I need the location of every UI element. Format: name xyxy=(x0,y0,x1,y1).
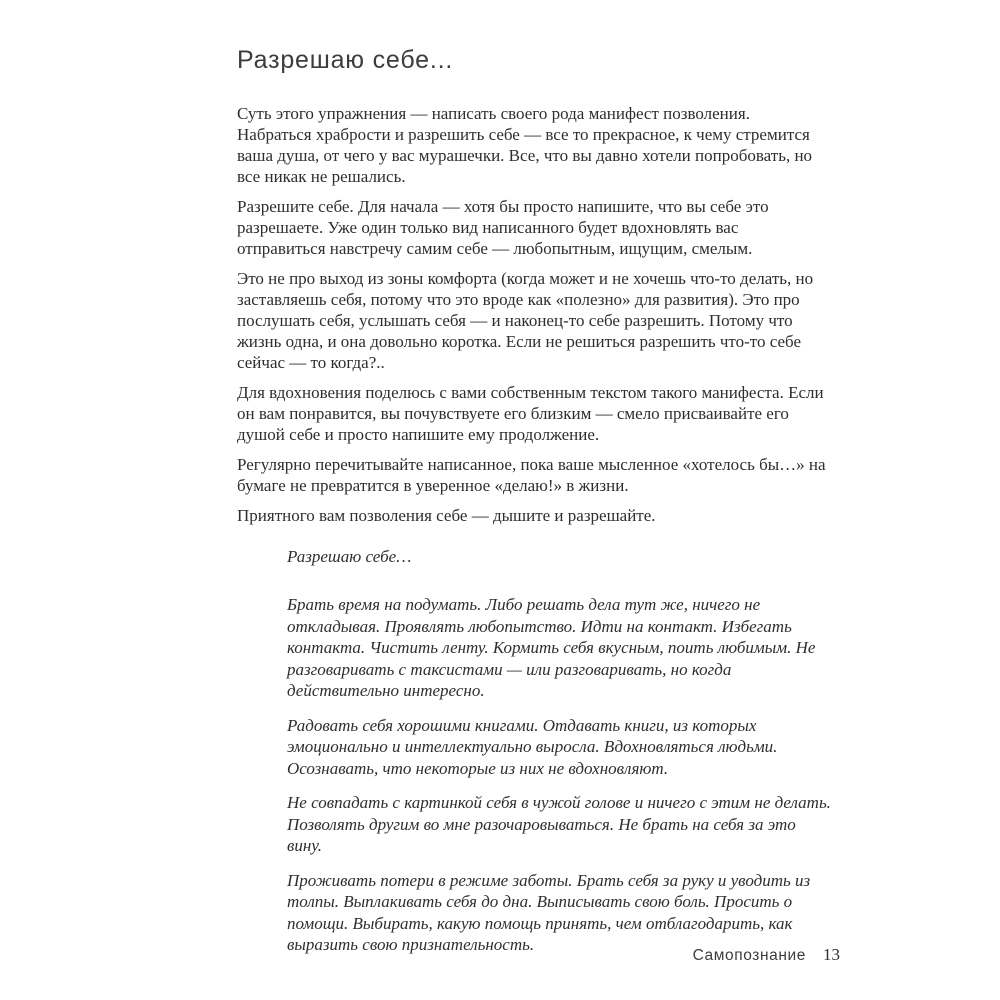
manifest-paragraph: Не совпадать с картинкой себя в чужой голове и ничего с этим не делать. Позволять другим во мне разочаровываться. Не брать на себя за это вину. xyxy=(287,793,831,855)
page-footer xyxy=(693,945,840,965)
body-paragraph: Суть этого упражнения — написать своего рода манифест позволения. Набраться храбрости и разрешить себе — все то прекрасное, к чему стремится ваша душа, от чего у вас мурашечки. Все, что вы давно хотели попробовать, но все никак не решались. xyxy=(237,104,813,186)
body-paragraph: Разрешите себе. Для начала — хотя бы просто напишите, что вы себе это разрешаете. Уже один только вид написанного будет вдохновлять вас отправиться навстречу самим себе — любопытным, ищущим, смелым. xyxy=(237,197,769,258)
body-paragraph: Регулярно перечитывайте написанное, пока ваше мысленное «хотелось бы…» на бумаге не превратится в уверенное «делаю!» в жизни. xyxy=(237,455,826,495)
body-paragraph: Для вдохновения поделюсь с вами собственным текстом такого манифеста. Если он вам понравится, вы почувствуете его близким — смело присваивайте его душой себе и просто напишите ему продолжение. xyxy=(237,383,824,444)
body-paragraph: Это не про выход из зоны комфорта (когда может и не хочешь что-то делать, но заставляешь себя, потому что это вроде как «полезно» для развития). Это про послушать себя, услышать себя — и наконец-то себе разрешить. Потому что жизнь одна, и она довольно коротка. Если не решиться разрешить что-то себе сейчас — то когда?.. xyxy=(237,269,814,372)
manifest-block xyxy=(287,546,832,956)
body-paragraph: Приятного вам позволения себе — дышите и разрешайте. xyxy=(237,506,656,525)
manifest-paragraph: Радовать себя хорошими книгами. Отдавать книги, из которых эмоционально и интеллектуально выросла. Вдохновляться людьми. Осознавать, что некоторые из них не вдохновляют. xyxy=(287,715,778,778)
manifest-paragraph: Брать время на подумать. Либо решать дела тут же, ничего не откладывая. Проявлять любопытство. Идти на контакт. Избегать контакта. Чистить ленту. Кормить себя вкусным, поить любимым. Не разговаривать с таксистами — или разговаривать, но когда действительно интересно. xyxy=(287,595,816,700)
footer-section-label: Самопознание xyxy=(692,947,806,964)
chapter-title: Разрешаю себе... xyxy=(237,46,454,74)
manifest-heading: Разрешаю себе… xyxy=(287,547,412,566)
page-content xyxy=(237,46,831,969)
page-number: 13 xyxy=(823,945,840,964)
manifest-paragraph: Проживать потери в режиме заботы. Брать себя за руку и уводить из толпы. Выплакивать себя до дна. Выписывать свою боль. Просить о помощи. Выбирать, какую помощь принять, чем отблагодарить, как выразить свою признательность. xyxy=(287,870,811,954)
